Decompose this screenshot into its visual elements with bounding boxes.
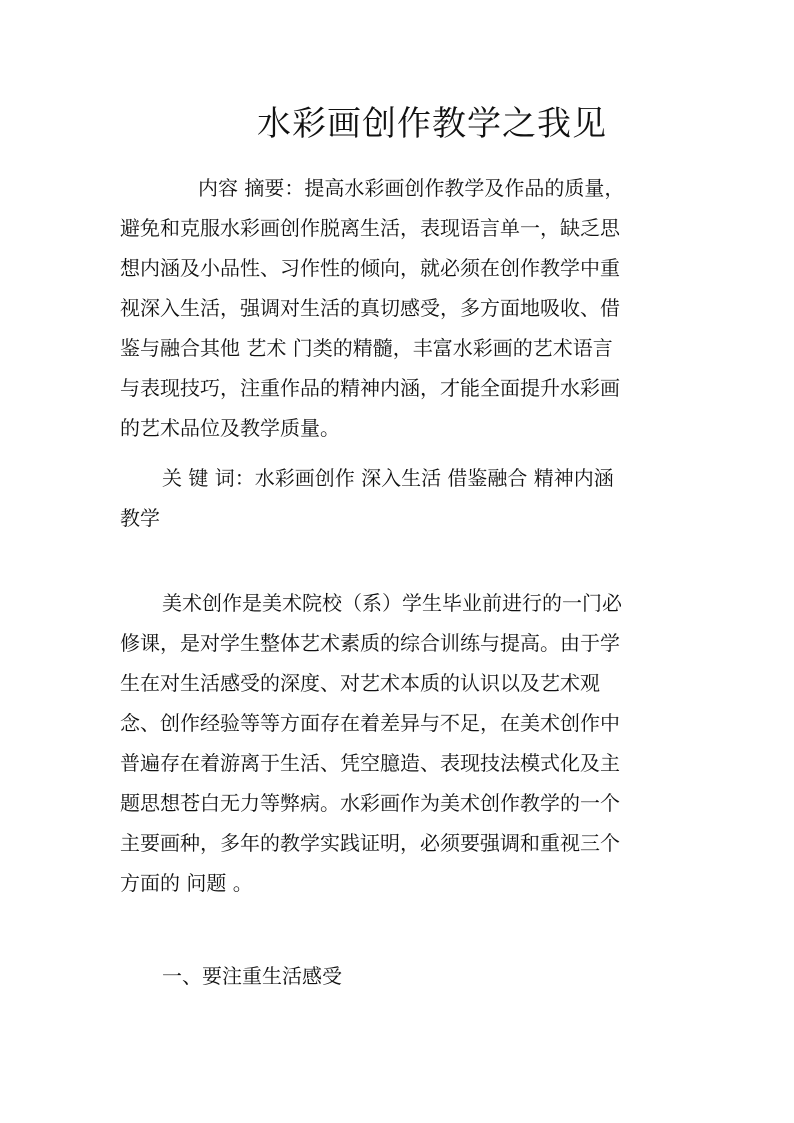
body-line: 方面的 问题 。 xyxy=(120,871,253,895)
keywords-line: 关 键 词：水彩画创作 深入生活 借鉴融合 精神内涵 xyxy=(162,466,614,490)
body-paragraph xyxy=(120,583,678,903)
body-line: 美术创作是美术院校（系）学生毕业前进行的一门必 xyxy=(162,591,622,615)
section-heading-text: 一、要注重生活感受 xyxy=(162,964,342,988)
abstract-line: 避免和克服水彩画创作脱离生活，表现语言单一，缺乏思 xyxy=(120,216,620,240)
keywords-line: 教学 xyxy=(120,506,160,530)
document-title: 水彩画创作教学之我见 xyxy=(257,104,607,144)
abstract-line: 想内涵及小品性、习作性的倾向，就必须在创作教学中重 xyxy=(120,256,620,280)
abstract-paragraph xyxy=(120,168,678,448)
abstract-line: 的艺术品位及教学质量。 xyxy=(120,416,340,440)
body-line: 生在对生活感受的深度、对艺术本质的认识以及艺术观 xyxy=(120,671,600,695)
body-line: 普遍存在着游离于生活、凭空臆造、表现技法模式化及主 xyxy=(120,751,620,775)
abstract-line: 鉴与融合其他 艺术 门类的精髓，丰富水彩画的艺术语言 xyxy=(120,336,613,360)
abstract-line: 视深入生活，强调对生活的真切感受，多方面地吸收、借 xyxy=(120,296,620,320)
section-heading xyxy=(120,956,678,996)
body-line: 念、创作经验等等方面存在着差异与不足，在美术创作中 xyxy=(120,711,620,735)
body-line: 主要画种，多年的教学实践证明，必须要强调和重视三个 xyxy=(120,831,620,855)
body-line: 修课，是对学生整体艺术素质的综合训练与提高。由于学 xyxy=(120,631,620,655)
body-line: 题思想苍白无力等弊病。水彩画作为美术创作教学的一个 xyxy=(120,791,620,815)
abstract-line: 与表现技巧，注重作品的精神内涵，才能全面提升水彩画 xyxy=(120,376,620,400)
keywords-paragraph xyxy=(120,458,678,538)
abstract-line: 内容 摘要：提高水彩画创作教学及作品的质量， xyxy=(198,176,625,200)
